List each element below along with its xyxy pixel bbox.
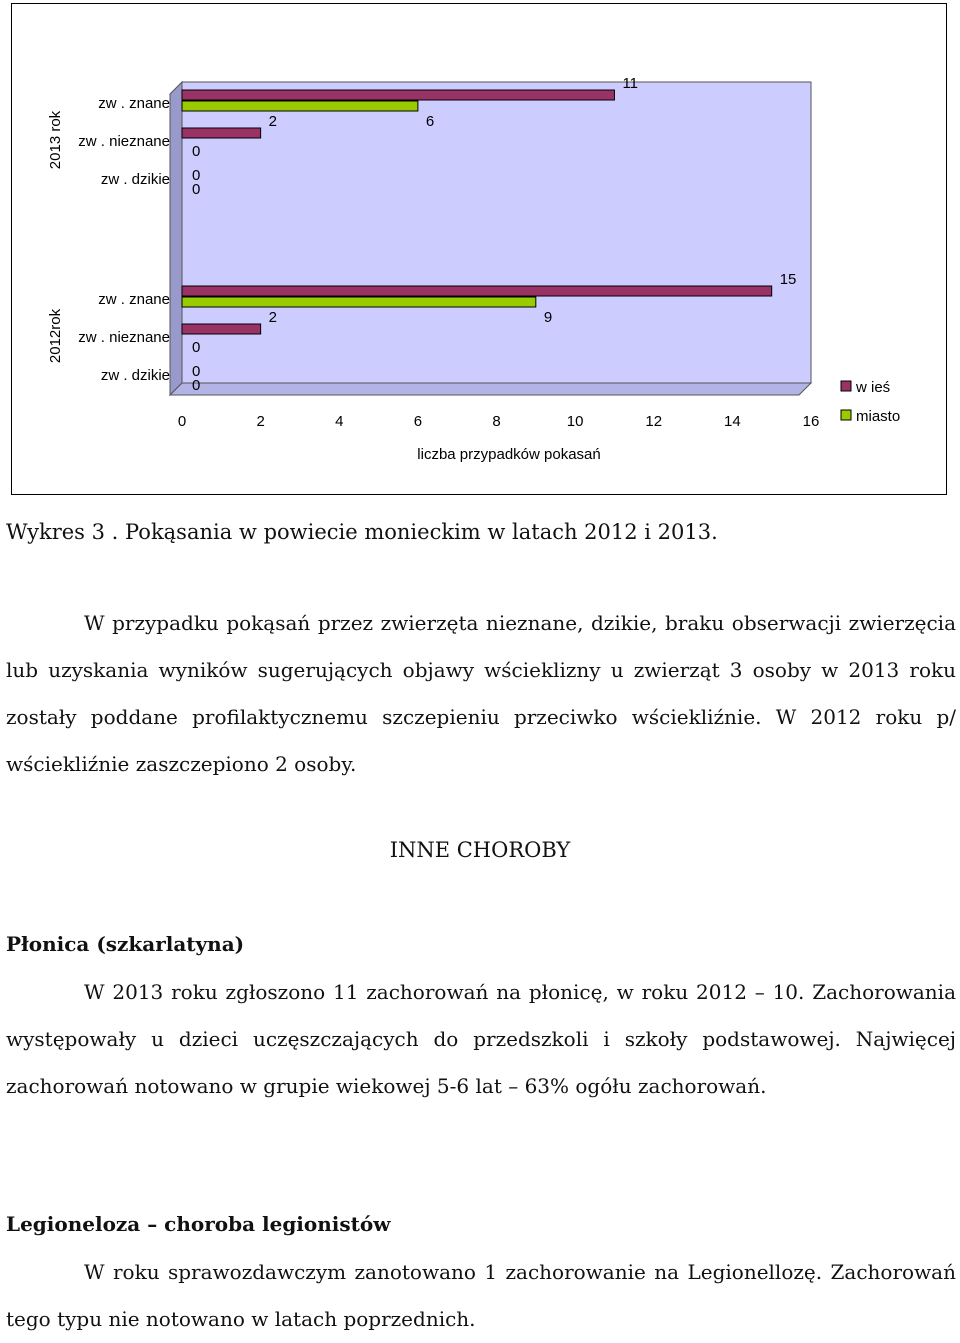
bar-chart: [12, 4, 948, 496]
data-label: 0: [192, 181, 201, 198]
data-label: 2: [268, 113, 277, 130]
data-label: 11: [622, 75, 639, 92]
data-label: 0: [192, 143, 201, 160]
paragraph-plonica-text: W 2013 roku zgłoszono 11 zachorowań na płonicę, w roku 2012 – 10. Zachorowania występowały u dzieci uczęszczających do przedszkoli i szkoły podstawowej. Najwięcej zachorowań notowano w grupie wiekowej 5-6 lat – 63% ogółu zachorowań.: [6, 980, 956, 1098]
category-label: zw . nieznane: [78, 133, 170, 150]
category-label: zw . znane: [98, 95, 170, 112]
x-tick-label: 4: [335, 413, 344, 430]
x-axis-label: liczba przypadków pokasań: [417, 446, 601, 463]
bar-wies: [182, 286, 772, 296]
data-label: 0: [192, 363, 201, 380]
x-tick-label: 16: [802, 413, 820, 430]
group-label: 2013 rok: [47, 110, 64, 170]
bar-wies: [182, 90, 614, 100]
bar-miasto: [182, 297, 536, 307]
group-label: 2012rok: [47, 308, 64, 364]
x-tick-label: 0: [177, 413, 187, 430]
plonica-heading: Płonica (szkarlatyna): [6, 932, 245, 956]
paragraph-rabies-text: W przypadku pokąsań przez zwierzęta nieznane, dzikie, braku obserwacji zwierzęcia lub uzyskania wyników sugerujących objawy wścieklizny u zwierząt 3 osoby w 2013 roku zostały poddane profilaktycznemu szczepieniu przeciwko wściekliźnie. W 2012 roku p/ wściekliźnie zaszczepiono 2 osoby.: [6, 611, 956, 776]
legend-swatch-wies: [841, 381, 851, 391]
bar-wies: [182, 128, 261, 138]
bar-wies: [182, 324, 261, 334]
plot-floor: [170, 383, 811, 395]
data-label: 6: [425, 113, 435, 130]
bar-miasto: [182, 101, 418, 111]
paragraph-legionella-text: W roku sprawozdawczym zanotowano 1 zachorowanie na Legionellozę. Zachorowań tego typu nie notowano w latach poprzednich.: [6, 1260, 956, 1331]
paragraph-plonica: [6, 969, 956, 1110]
data-label: 0: [192, 377, 201, 394]
x-tick-label: 8: [492, 413, 501, 430]
legionella-heading: Legioneloza – choroba legionistów: [6, 1212, 391, 1236]
legend-label: miasto: [856, 408, 901, 425]
plot-side-wall: [170, 82, 182, 395]
legend-swatch-miasto: [841, 410, 851, 420]
data-label: 2: [268, 309, 277, 326]
chart-caption: Wykres 3 . Pokąsania w powiecie monieckim w latach 2012 i 2013.: [6, 520, 718, 544]
x-tick-label: 2: [256, 413, 265, 430]
category-label: zw . dzikie: [100, 367, 170, 384]
data-label: 15: [779, 271, 797, 288]
category-label: zw . nieznane: [78, 329, 170, 346]
x-tick-label: 14: [724, 413, 741, 430]
data-label: 0: [192, 167, 201, 184]
data-label: 0: [192, 339, 201, 356]
x-tick-label: 6: [413, 413, 423, 430]
category-label: zw . znane: [98, 291, 170, 308]
x-tick-label: 10: [566, 413, 584, 430]
legend-label: w ieś: [856, 379, 891, 396]
x-tick-label: 12: [645, 413, 663, 430]
category-label: zw . dzikie: [100, 171, 170, 188]
section-heading: INNE CHOROBY: [389, 838, 571, 862]
paragraph-rabies: [6, 600, 956, 788]
paragraph-legionella: [6, 1249, 956, 1343]
chart-frame: [11, 3, 947, 495]
data-label: 9: [543, 309, 553, 326]
